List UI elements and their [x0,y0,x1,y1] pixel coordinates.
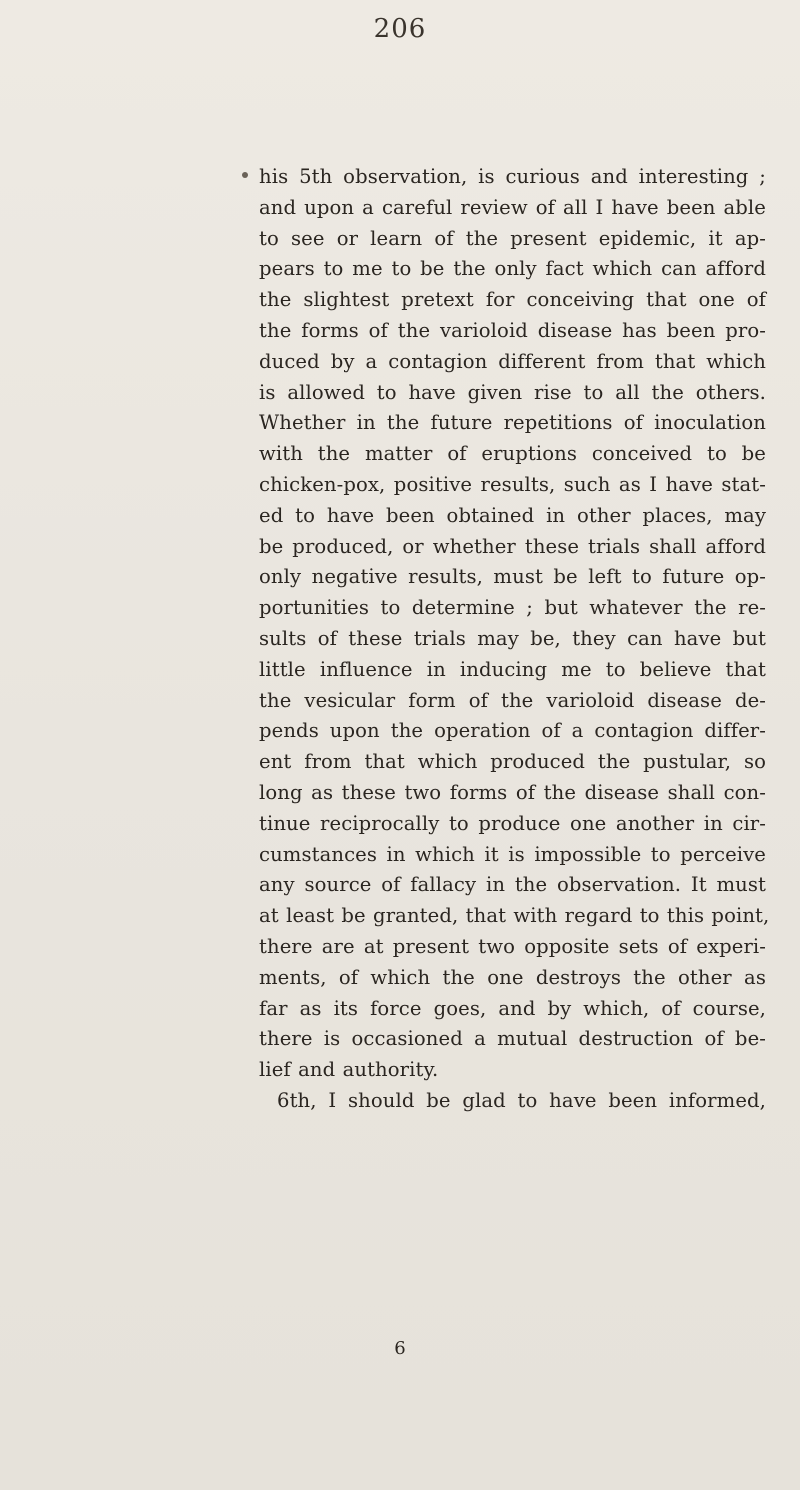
text-line: there are at present two opposite sets of experi- [259,934,766,958]
text-line: ments, of which the one destroys the other as [259,965,766,989]
text-line: only negative results, must be left to future op- [259,565,766,589]
text-line: there is occasioned a mutual destruction of be- [259,1027,766,1051]
text-line: long as these two forms of the disease shall con- [259,780,766,804]
ink-mark [242,172,248,178]
text-line: at least be granted, that with regard to this point, [259,904,770,928]
text-line: be produced, or whether these trials shall afford [259,534,766,558]
text-line: portunities to determine ; but whatever the re- [259,596,766,620]
page-number: 206 [373,14,427,44]
text-line: pears to me to be the only fact which can afford [259,257,766,281]
text-line: ed to have been obtained in other places, may [259,503,766,527]
text-line: pends upon the operation of a contagion differ- [259,719,766,743]
text-line: Whether in the future repetitions of inoculation [259,411,766,435]
text-line: the vesicular form of the varioloid disease de- [259,688,766,712]
text-line: chicken-pox, positive results, such as I have stat- [259,472,766,496]
text-line: 6th, I should be glad to have been informed, [277,1088,766,1112]
text-line: with the matter of eruptions conceived to be [259,442,766,466]
text-line: to see or learn of the present epidemic, it ap- [259,226,766,250]
text-line: and upon a careful review of all I have been able [259,195,766,219]
text-line: is allowed to have given rise to all the others. [259,380,766,404]
text-line: little influence in inducing me to believe that [259,657,766,681]
text-line: duced by a contagion different from that which [259,349,766,373]
text-line: any source of fallacy in the observation. It must [259,873,766,897]
text-line: sults of these trials may be, they can have but [259,626,766,650]
signature-mark: 6 [394,1338,406,1359]
text-line: cumstances in which it is impossible to perceive [259,842,766,866]
text-line: tinue reciprocally to produce one another in cir- [259,811,766,835]
body-text [259,162,770,1117]
text-line: lief and authority. [259,1058,439,1082]
text-line: ent from that which produced the pustular, so [259,750,766,774]
text-line: the forms of the varioloid disease has been pro- [259,318,766,342]
text-line: the slightest pretext for conceiving that one of [259,288,766,312]
text-line: his 5th observation, is curious and interesting ; [259,165,766,188]
text-line: far as its force goes, and by which, of course, [259,996,766,1020]
